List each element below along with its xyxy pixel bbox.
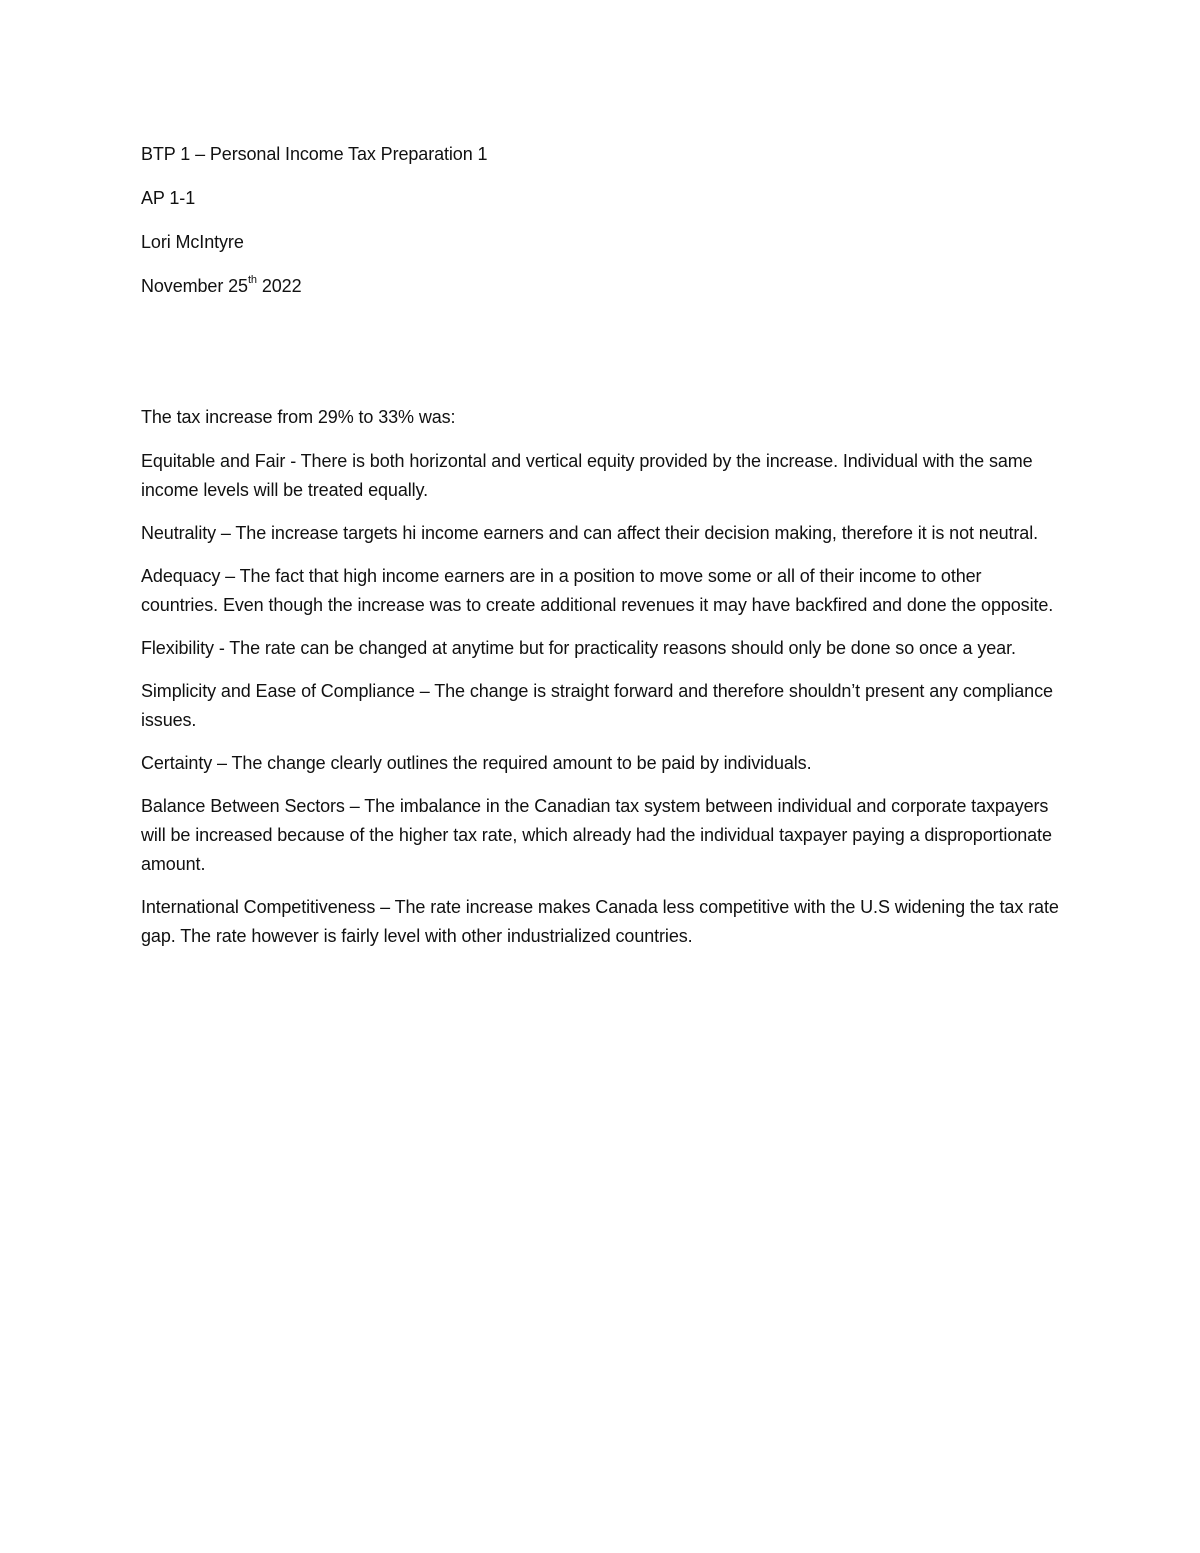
assignment-code: AP 1-1 [141, 188, 196, 208]
author-name: Lori McIntyre [141, 232, 244, 252]
document-content [141, 140, 1061, 965]
intro-sentence: The tax increase from 29% to 33% was: [141, 407, 456, 427]
paragraph-equitable-fair: Equitable and Fair - There is both horizontal and vertical equity provided by the increase. Individual with the same income levels will be treated equally. [141, 451, 1033, 500]
paragraph-flexibility: Flexibility - The rate can be changed at anytime but for practicality reasons should only be done so once a year. [141, 638, 1016, 658]
paragraph-international-competitiveness: International Competitiveness – The rate increase makes Canada less competitive with the U.S widening the tax rate gap. The rate however is fairly level with other industrialized countries. [141, 897, 1059, 946]
paragraph-simplicity: Simplicity and Ease of Compliance – The change is straight forward and therefore shouldn’t present any compliance issues. [141, 681, 1053, 730]
section-spacer [141, 316, 1061, 403]
date-year: 2022 [256, 276, 302, 296]
date-ordinal-suffix: th [247, 274, 257, 286]
document-date [141, 272, 1061, 301]
paragraph-balance-sectors: Balance Between Sectors – The imbalance in the Canadian tax system between individual and corporate taxpayers will be increased because of the higher tax rate, which already had the individual taxpayer paying a disproportionate amount. [141, 796, 1052, 874]
paragraph-adequacy: Adequacy – The fact that high income earners are in a position to move some or all of their income to other countries. Even though the increase was to create additional revenues it may have backfired and done the opposite. [141, 566, 1054, 615]
course-title: BTP 1 – Personal Income Tax Preparation 1 [141, 144, 488, 164]
paragraph-neutrality: Neutrality – The increase targets hi income earners and can affect their decision making, therefore it is not neutral. [141, 523, 1039, 543]
paragraph-certainty: Certainty – The change clearly outlines the required amount to be paid by individuals. [141, 753, 812, 773]
date-month-day: November 25 [141, 276, 248, 296]
